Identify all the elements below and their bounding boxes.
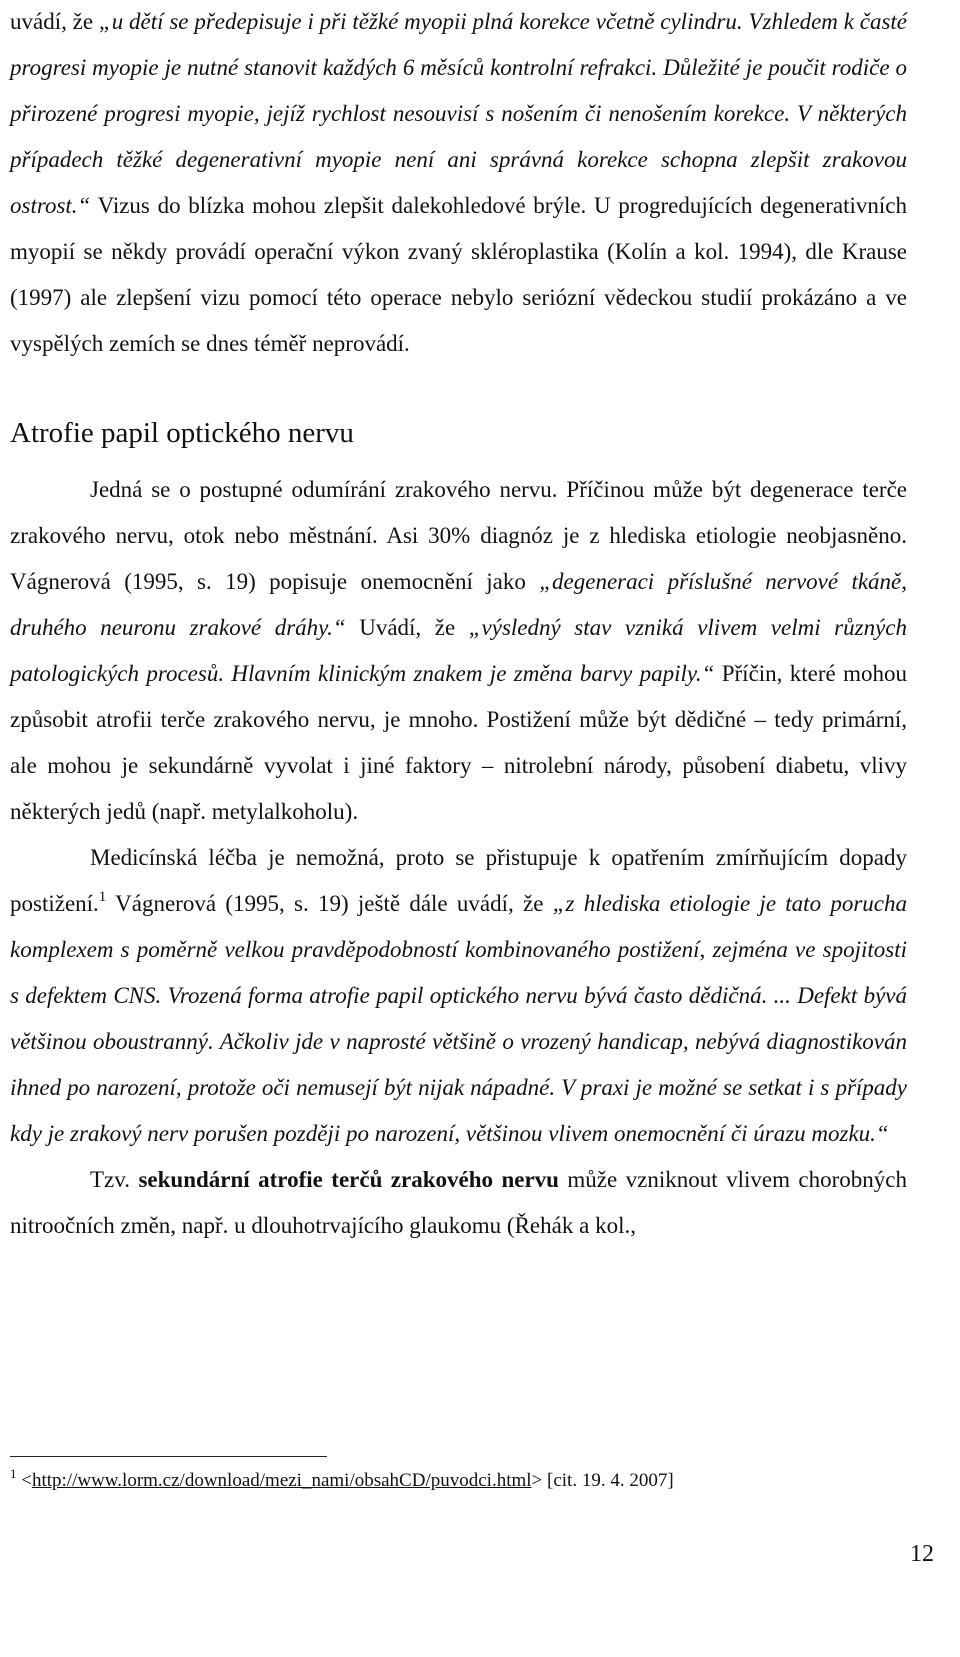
bold-term: sekundární atrofie terčů zrakového nervu — [138, 1167, 559, 1192]
section-heading: Atrofie papil optického nervu — [10, 417, 354, 449]
footnote — [10, 1466, 674, 1496]
quote-italic: „u dětí se předepisuje i při těžké myopii plná korekce včetně cylindru. Vzhledem k časté progresi myopie je nutné stanovit každých 6 měsíců kontrolní refrakci. Důležité je poučit rodiče o přirozené progresi myopie, jejíž rychlost nesouvisí s nošením či nenošením korekce. V některých případech těžké degenerativní myopie není ani správná korekce schopna zlepšit zrakovou ostrost.“ — [10, 9, 908, 218]
page-number: 12 — [910, 1541, 934, 1567]
footnote-divider — [10, 1456, 327, 1457]
text-span: Tzv. — [90, 1167, 139, 1192]
text-span: může vzniknout vlivem chorobných nitroočních změn, např. u dlouhotrvajícího glaukomu (Řehák a kol., — [10, 1167, 907, 1238]
quote-italic: „degeneraci příslušné nervové tkáně, druhého neuronu zrakové dráhy.“ — [10, 569, 908, 640]
footnote-number: 1 — [10, 1466, 17, 1481]
paragraph-myopia-continued — [10, 0, 907, 367]
quote-italic: „výsledný stav vzniká vlivem velmi různých patologických procesů. Hlavním klinickým znakem je změna barvy papily.“ — [10, 615, 907, 686]
text-span: Uvádí, že — [345, 615, 469, 640]
paragraph-atrophy-intro — [10, 467, 907, 835]
text-span: Příčin, které mohou způsobit atrofii terče zrakového nervu, je mnoho. Postižení může být dědičné – tedy primární, ale mohou je sekundárně vyvolat i jiné faktory – nitrolební národy, působení diabetu, vlivy některých jedů (např. metylalkoholu). — [10, 661, 907, 824]
text-span: Jedná se o postupné odumírání zrakového nervu. Příčinou může být degenerace terče zrakového nervu, otok nebo městnání. Asi 30% diagnóz je z hlediska etiologie neobjasněno. Vágnerová (1995, s. 19) popisuje onemocnění jako — [10, 477, 907, 594]
paragraph-treatment — [10, 835, 907, 1157]
text-span: > [cit. 19. 4. 2007] — [531, 1470, 674, 1491]
text-span: < — [16, 1470, 32, 1491]
text-span: Medicínská léčba je nemožná, proto se přistupuje k opatřením zmírňujícím dopady postižení. — [10, 845, 907, 916]
footnote-link[interactable]: http://www.lorm.cz/download/mezi_nami/obsahCD/puvodci.html — [31, 1470, 532, 1491]
quote-italic: „z hlediska etiologie je tato porucha komplexem s poměrně velkou pravděpodobností kombinovaného postižení, zejména ve spojitosti s defektem CNS. Vrozená forma atrofie papil optického nervu bývá často dědičná. ... Defekt bývá většinou oboustranný. Ačkoliv jde v naprosté většině o vrozený handicap, nebývá diagnostikován ihned po narození, protože oči nemusejí být nijak nápadné. V praxi je možné se setkat i s případy kdy je zrakový nerv porušen později po narození, většinou vlivem onemocnění či úrazu mozku.“ — [10, 891, 908, 1146]
text-span: Vágnerová (1995, s. 19) ještě dále uvádí, že — [106, 891, 553, 916]
paragraph-secondary-atrophy — [10, 1157, 907, 1249]
text-span: Vizus do blízka mohou zlepšit dalekohledové brýle. U progredujících degenerativních myopií se někdy provádí operační výkon zvaný skléroplastika (Kolín a kol. 1994), dle Krause (1997) ale zlepšení vizu pomocí této operace nebylo seriózní vědeckou studií prokázáno a ve vyspělých zemích se dnes téměř neprovádí. — [10, 193, 907, 356]
footnote-reference[interactable]: 1 — [98, 889, 107, 905]
document-page — [10, 0, 907, 1249]
text-span: uvádí, že — [10, 9, 99, 34]
